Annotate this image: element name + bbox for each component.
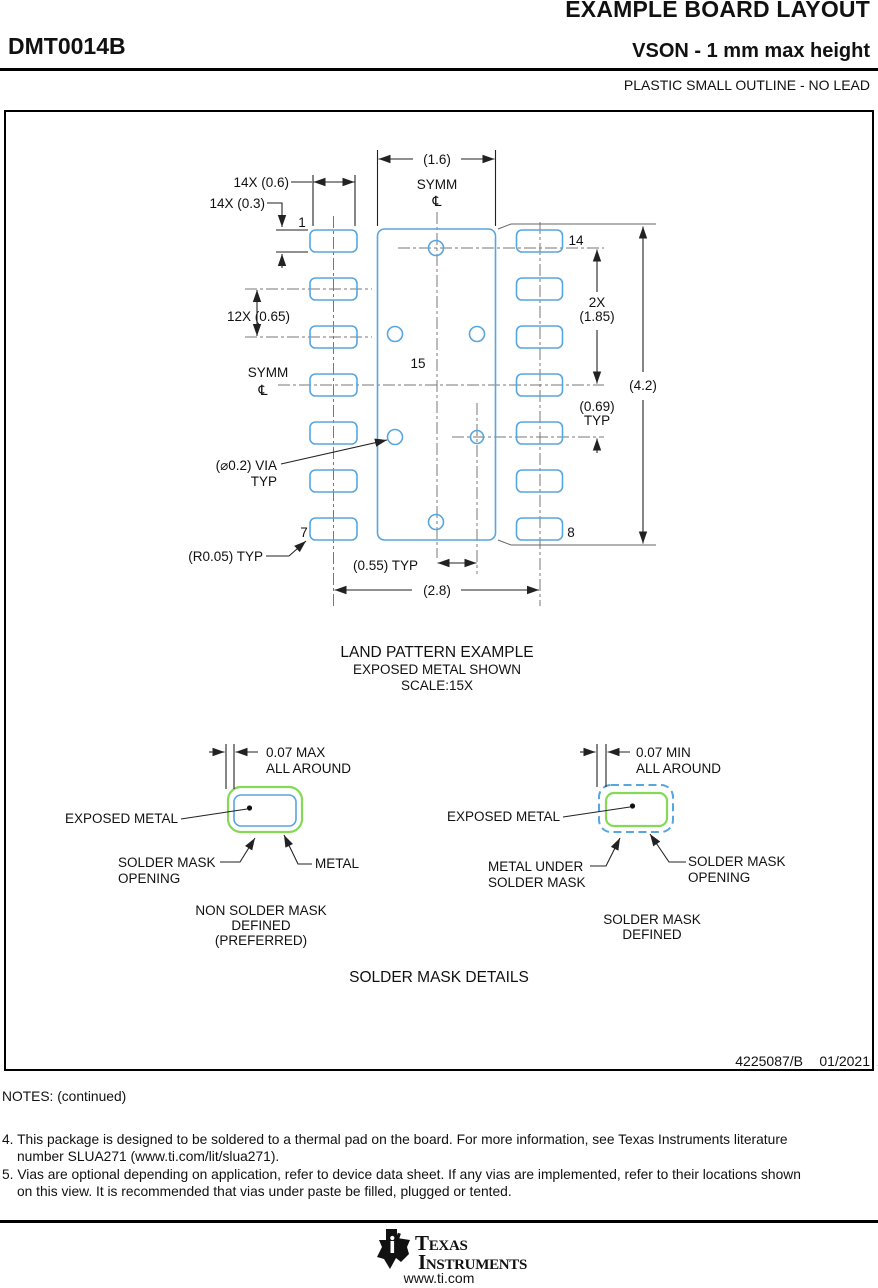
solder-mask-details-title: SOLDER MASK DETAILS <box>349 969 529 986</box>
package-family: PLASTIC SMALL OUTLINE - NO LEAD <box>623 77 870 93</box>
pin-8-label: 8 <box>567 525 575 540</box>
svg-text:TYP: TYP <box>250 474 277 489</box>
svg-text:EXPOSED METAL SHOWN: EXPOSED METAL SHOWN <box>352 662 522 677</box>
svg-text:ALL AROUND: ALL AROUND <box>266 761 352 776</box>
svg-text:SOLDER MASK: SOLDER MASK <box>118 855 216 870</box>
header-rule <box>0 68 878 71</box>
svg-text:0.07 MAX: 0.07 MAX <box>266 745 326 760</box>
note-5-line-1: 5. Vias are optional depending on application, refer to device data sheet. If any vias are implemented, refer to their locations shown <box>2 1166 801 1182</box>
pin-7-label: 7 <box>300 525 308 540</box>
svg-text:DEFINED: DEFINED <box>231 918 291 933</box>
note-4-line-2: number SLUA271 (www.ti.com/lit/slua271). <box>17 1149 280 1165</box>
svg-text:(4.2): (4.2) <box>629 378 657 393</box>
svg-text:14X (0.6): 14X (0.6) <box>233 175 289 190</box>
svg-text:4225087/B: 4225087/B <box>735 1053 803 1069</box>
svg-text:(0.55) TYP: (0.55) TYP <box>352 558 418 573</box>
package-subtitle: VSON - 1 mm max height <box>632 40 870 62</box>
svg-text:12X (0.65): 12X (0.65) <box>226 309 290 324</box>
svg-text:ALL AROUND: ALL AROUND <box>636 761 722 776</box>
ti-brand-texas: Texas <box>415 1231 468 1255</box>
svg-text:(R0.05) TYP: (R0.05) TYP <box>188 549 263 564</box>
pin-1-label: 1 <box>298 215 306 230</box>
note-5-line-2: on this view. It is recommended that vias under paste be filled, plugged or tented. <box>17 1183 512 1199</box>
svg-text:(2.8): (2.8) <box>423 583 451 598</box>
svg-text:SOLDER MASK: SOLDER MASK <box>603 912 701 927</box>
notes-list <box>2 1131 832 1200</box>
svg-text:TYP: TYP <box>583 413 611 428</box>
drawing-sheet-border <box>4 110 874 1071</box>
svg-text:℄: ℄ <box>432 194 442 210</box>
part-number: DMT0014B <box>8 33 126 59</box>
svg-text:LAND PATTERN EXAMPLE: LAND PATTERN EXAMPLE <box>340 644 534 661</box>
svg-text:0.07 MIN: 0.07 MIN <box>636 745 691 760</box>
note-4-line-1: 4. This package is designed to be soldered to a thermal pad on the board. For more information, see Texas Instruments literature <box>2 1132 788 1147</box>
svg-text:NON SOLDER MASK: NON SOLDER MASK <box>195 903 327 918</box>
svg-text:SOLDER MASK: SOLDER MASK <box>688 854 786 869</box>
svg-text:(PREFERRED): (PREFERRED) <box>214 933 308 948</box>
footer-rule <box>0 1220 878 1223</box>
notes-heading: NOTES: (continued) <box>2 1089 127 1104</box>
svg-text:METAL: METAL <box>315 856 360 871</box>
svg-text:OPENING: OPENING <box>688 870 751 885</box>
svg-text:SYMM: SYMM <box>247 365 289 380</box>
ti-website: www.ti.com <box>403 1270 475 1286</box>
document-title: EXAMPLE BOARD LAYOUT <box>565 0 870 22</box>
svg-text:METAL UNDER: METAL UNDER <box>488 859 584 874</box>
ti-logo-icon <box>377 1229 410 1269</box>
svg-text:SOLDER MASK: SOLDER MASK <box>488 875 586 890</box>
svg-text:(1.85): (1.85) <box>579 309 615 324</box>
svg-text:(0.69): (0.69) <box>579 399 615 414</box>
svg-text:DEFINED: DEFINED <box>622 927 682 942</box>
svg-text:14X (0.3): 14X (0.3) <box>209 196 265 211</box>
svg-text:SYMM: SYMM <box>416 177 458 192</box>
svg-text:01/2021: 01/2021 <box>819 1053 870 1069</box>
svg-text:(⌀0.2) VIA: (⌀0.2) VIA <box>215 458 277 473</box>
ti-brand-instruments: Instruments <box>418 1250 528 1274</box>
svg-text:SCALE:15X: SCALE:15X <box>400 678 474 693</box>
svg-text:EXPOSED METAL: EXPOSED METAL <box>64 811 178 826</box>
pin-14-label: 14 <box>568 233 584 248</box>
svg-text:(1.6): (1.6) <box>423 152 451 167</box>
svg-text:℄: ℄ <box>258 383 268 399</box>
svg-text:OPENING: OPENING <box>118 871 181 886</box>
pin-15-label: 15 <box>410 356 426 371</box>
svg-text:2X: 2X <box>588 295 606 310</box>
svg-text:EXPOSED METAL: EXPOSED METAL <box>446 809 560 824</box>
